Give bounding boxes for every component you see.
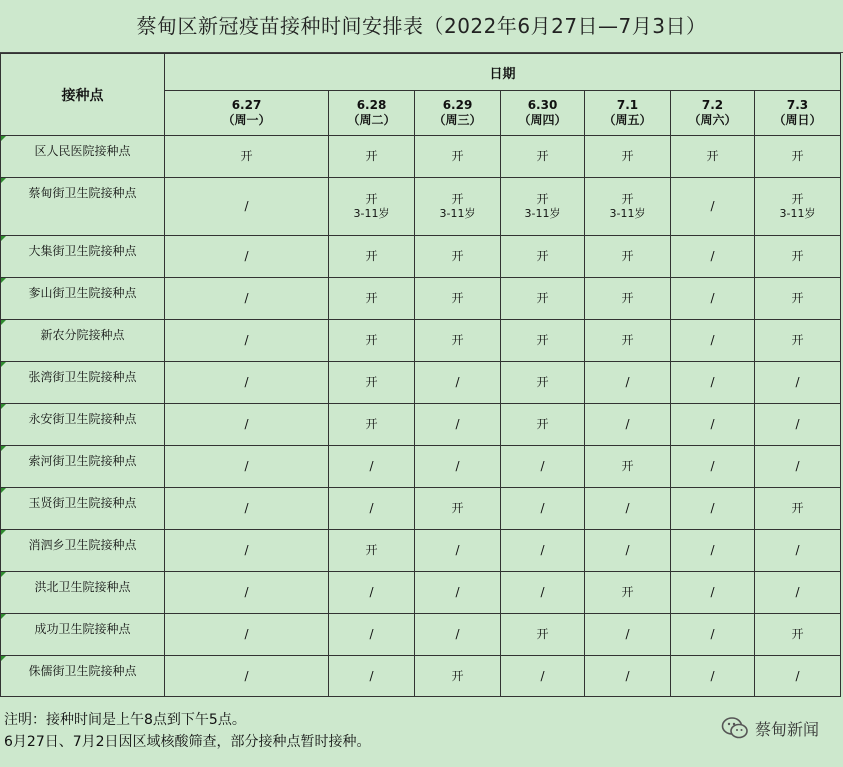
- schedule-cell: [415, 178, 501, 236]
- table-row: [1, 656, 841, 697]
- schedule-cell: [165, 488, 329, 530]
- cell-status: /: [540, 543, 545, 557]
- note-line-2: 6月27日、7月2日因区域核酸筛查，部分接种点暂时接种。: [4, 734, 371, 750]
- schedule-cell: [329, 136, 415, 178]
- cell-age-range: 3-11岁: [439, 207, 476, 220]
- table-row: [1, 572, 841, 614]
- schedule-cell: [671, 404, 755, 446]
- schedule-cell: [165, 178, 329, 236]
- schedule-cell: [585, 446, 671, 488]
- cell-status: /: [540, 501, 545, 515]
- cell-status: /: [540, 585, 545, 599]
- schedule-cell: [501, 488, 585, 530]
- cell-status: 开: [365, 543, 378, 557]
- day-date: 6.30: [527, 98, 558, 112]
- cell-status: /: [244, 585, 249, 599]
- site-cell: [1, 278, 165, 320]
- cell-status: /: [710, 543, 715, 557]
- site-cell: [1, 236, 165, 278]
- wechat-icon: [721, 716, 749, 740]
- cell-status: /: [625, 627, 630, 641]
- table-row: [1, 530, 841, 572]
- brand-watermark: [721, 716, 819, 740]
- schedule-cell: [329, 530, 415, 572]
- day-weekday: （周三）: [433, 113, 482, 127]
- site-name: 大集街卫生院接种点: [28, 244, 137, 258]
- site-cell: [1, 136, 165, 178]
- schedule-cell: [501, 236, 585, 278]
- day-date: 6.27: [231, 98, 262, 112]
- cell-status: 开: [621, 585, 634, 599]
- day-date: 7.3: [786, 98, 809, 112]
- schedule-cell: [585, 614, 671, 656]
- cell-status: /: [625, 417, 630, 431]
- schedule-cell: [671, 136, 755, 178]
- cell-status: /: [710, 249, 715, 263]
- schedule-cell: [585, 362, 671, 404]
- cell-status: /: [244, 333, 249, 347]
- schedule-cell: [501, 178, 585, 236]
- cell-status: /: [369, 501, 374, 515]
- cell-age-range: 3-11岁: [779, 207, 816, 220]
- cell-status: 开: [791, 149, 804, 163]
- cell-status: 开: [536, 149, 549, 163]
- cell-status: 开: [451, 149, 464, 163]
- schedule-cell: [165, 236, 329, 278]
- cell-status: /: [710, 585, 715, 599]
- schedule-cell: [585, 278, 671, 320]
- cell-status: 开: [451, 333, 464, 347]
- cell-status: 开: [706, 149, 719, 163]
- cell-status: 开: [621, 291, 634, 305]
- schedule-cell: [671, 236, 755, 278]
- cell-status: /: [625, 668, 630, 683]
- cell-status: /: [540, 459, 545, 473]
- schedule-cell: [329, 656, 415, 697]
- cell-status: /: [244, 627, 249, 641]
- schedule-cell: [329, 320, 415, 362]
- schedule-table: [0, 53, 841, 697]
- day-weekday: （周日）: [773, 113, 822, 127]
- schedule-cell: [585, 136, 671, 178]
- table-row: [1, 446, 841, 488]
- cell-status: /: [244, 417, 249, 431]
- cell-status: /: [244, 199, 249, 213]
- cell-status: 开: [621, 333, 634, 347]
- cell-status: 开: [536, 333, 549, 347]
- cell-status: 开: [365, 291, 378, 305]
- schedule-cell: [755, 278, 841, 320]
- cell-status: 开: [536, 192, 549, 206]
- table-header: [1, 54, 841, 136]
- schedule-cell: [501, 362, 585, 404]
- cell-status: /: [244, 291, 249, 305]
- schedule-cell: [501, 614, 585, 656]
- schedule-cell: [755, 530, 841, 572]
- schedule-cell: [671, 320, 755, 362]
- site-name: 成功卫生院接种点: [34, 622, 131, 636]
- site-name: 洪北卫生院接种点: [34, 580, 131, 594]
- schedule-cell: [671, 362, 755, 404]
- schedule-cell: [755, 236, 841, 278]
- schedule-cell: [671, 488, 755, 530]
- schedule-cell: [585, 656, 671, 697]
- day-header-6-27: [165, 91, 329, 136]
- cell-age-range: 3-11岁: [524, 207, 561, 220]
- site-cell: [1, 362, 165, 404]
- schedule-cell: [329, 278, 415, 320]
- schedule-cell: [415, 446, 501, 488]
- cell-status: 开: [621, 192, 634, 206]
- table-row: [1, 178, 841, 236]
- schedule-cell: [501, 530, 585, 572]
- schedule-cell: [585, 488, 671, 530]
- cell-status: 开: [536, 627, 549, 641]
- note-line-1: 注明：接种时间是上午8点到下午5点。: [4, 712, 246, 728]
- table-row: [1, 404, 841, 446]
- day-header-7-2: [671, 91, 755, 136]
- cell-status: /: [369, 585, 374, 599]
- schedule-cell: [165, 136, 329, 178]
- day-header-6-28: [329, 91, 415, 136]
- schedule-cell: [755, 446, 841, 488]
- site-cell: [1, 404, 165, 446]
- schedule-cell: [329, 572, 415, 614]
- schedule-cell: [585, 320, 671, 362]
- cell-status: /: [244, 501, 249, 515]
- site-cell: [1, 320, 165, 362]
- schedule-cell: [165, 572, 329, 614]
- site-name: 玉贤街卫生院接种点: [28, 496, 137, 510]
- site-cell: [1, 488, 165, 530]
- schedule-cell: [501, 404, 585, 446]
- schedule-cell: [329, 614, 415, 656]
- schedule-cell: [671, 572, 755, 614]
- site-name: 索河街卫生院接种点: [28, 454, 137, 468]
- schedule-cell: [671, 614, 755, 656]
- cell-status: /: [795, 585, 800, 599]
- cell-status: 开: [451, 192, 464, 206]
- table-row: [1, 236, 841, 278]
- schedule-cell: [415, 530, 501, 572]
- site-column-header: 接种点: [1, 54, 165, 136]
- schedule-cell: [415, 572, 501, 614]
- cell-status: 开: [621, 459, 634, 473]
- cell-status: 开: [536, 375, 549, 389]
- schedule-cell: [755, 488, 841, 530]
- day-weekday: （周五）: [603, 113, 652, 127]
- schedule-cell: [329, 178, 415, 236]
- cell-status: /: [244, 543, 249, 557]
- schedule-cell: [165, 320, 329, 362]
- table-row: [1, 320, 841, 362]
- schedule-cell: [415, 278, 501, 320]
- schedule-cell: [329, 236, 415, 278]
- cell-status: 开: [791, 627, 804, 641]
- day-header-7-1: [585, 91, 671, 136]
- schedule-cell: [755, 178, 841, 236]
- cell-status: 开: [365, 375, 378, 389]
- table-row: [1, 614, 841, 656]
- schedule-cell: [165, 530, 329, 572]
- cell-status: /: [710, 333, 715, 347]
- cell-status: 开: [240, 149, 253, 163]
- cell-status: 开: [451, 291, 464, 305]
- schedule-cell: [585, 236, 671, 278]
- cell-status: /: [455, 543, 460, 557]
- cell-status: /: [369, 668, 374, 683]
- site-cell: [1, 446, 165, 488]
- cell-status: 开: [791, 192, 804, 206]
- cell-status: /: [710, 199, 715, 213]
- site-cell: [1, 530, 165, 572]
- day-date: 6.29: [442, 98, 473, 112]
- cell-status: 开: [365, 333, 378, 347]
- schedule-cell: [329, 488, 415, 530]
- site-name: 奓山街卫生院接种点: [28, 286, 137, 300]
- day-header-6-29: [415, 91, 501, 136]
- day-header-6-30: [501, 91, 585, 136]
- cell-status: 开: [621, 249, 634, 263]
- schedule-cell: [165, 404, 329, 446]
- day-date: 7.2: [701, 98, 724, 112]
- schedule-cell: [671, 278, 755, 320]
- schedule-cell: [671, 178, 755, 236]
- cell-status: /: [710, 375, 715, 389]
- schedule-cell: [755, 136, 841, 178]
- schedule-cell: [501, 136, 585, 178]
- day-weekday: （周一）: [222, 113, 271, 127]
- cell-age-range: 3-11岁: [609, 207, 646, 220]
- cell-status: /: [625, 501, 630, 515]
- schedule-cell: [585, 178, 671, 236]
- schedule-cell: [755, 404, 841, 446]
- cell-status: /: [455, 417, 460, 431]
- cell-status: 开: [791, 249, 804, 263]
- cell-status: /: [455, 585, 460, 599]
- cell-status: 开: [791, 501, 804, 515]
- site-cell: [1, 614, 165, 656]
- cell-status: /: [455, 375, 460, 389]
- notes: [4, 709, 371, 753]
- site-name: 张湾街卫生院接种点: [28, 370, 137, 384]
- cell-status: /: [244, 375, 249, 389]
- schedule-cell: [165, 614, 329, 656]
- day-weekday: （周二）: [347, 113, 396, 127]
- schedule-cell: [755, 362, 841, 404]
- cell-status: 开: [451, 501, 464, 515]
- cell-status: /: [369, 627, 374, 641]
- schedule-cell: [415, 136, 501, 178]
- schedule-cell: [415, 614, 501, 656]
- cell-status: /: [369, 459, 374, 473]
- day-weekday: （周六）: [688, 113, 737, 127]
- cell-age-range: 3-11岁: [353, 207, 390, 220]
- schedule-cell: [755, 656, 841, 697]
- schedule-cell: [329, 362, 415, 404]
- cell-status: 开: [621, 149, 634, 163]
- schedule-cell: [165, 362, 329, 404]
- schedule-cell: [329, 446, 415, 488]
- schedule-cell: [501, 278, 585, 320]
- schedule-cell: [585, 404, 671, 446]
- schedule-cell: [501, 572, 585, 614]
- table-row: [1, 488, 841, 530]
- cell-status: 开: [791, 291, 804, 305]
- schedule-cell: [165, 656, 329, 697]
- cell-status: 开: [365, 249, 378, 263]
- cell-status: /: [710, 668, 715, 683]
- cell-status: /: [244, 249, 249, 263]
- cell-status: /: [795, 375, 800, 389]
- site-cell: [1, 178, 165, 236]
- site-cell: [1, 656, 165, 697]
- schedule-cell: [585, 572, 671, 614]
- cell-status: /: [710, 627, 715, 641]
- cell-status: 开: [451, 249, 464, 263]
- schedule-cell: [415, 404, 501, 446]
- cell-status: 开: [365, 149, 378, 163]
- table-row: [1, 362, 841, 404]
- cell-status: 开: [791, 333, 804, 347]
- schedule-cell: [415, 488, 501, 530]
- cell-status: 开: [451, 668, 464, 683]
- cell-status: /: [244, 459, 249, 473]
- cell-status: /: [625, 543, 630, 557]
- cell-status: 开: [536, 417, 549, 431]
- table-row: [1, 278, 841, 320]
- schedule-cell: [415, 236, 501, 278]
- cell-status: 开: [365, 192, 378, 206]
- cell-status: /: [795, 459, 800, 473]
- site-name: 永安街卫生院接种点: [28, 412, 137, 426]
- day-date: 6.28: [356, 98, 387, 112]
- day-header-7-3: [755, 91, 841, 136]
- schedule-cell: [165, 278, 329, 320]
- cell-status: /: [795, 543, 800, 557]
- table-body: [1, 136, 841, 697]
- site-cell: [1, 572, 165, 614]
- site-name: 蔡甸街卫生院接种点: [28, 186, 137, 200]
- schedule-cell: [415, 656, 501, 697]
- cell-status: /: [710, 459, 715, 473]
- cell-status: /: [795, 668, 800, 683]
- schedule-cell: [755, 572, 841, 614]
- schedule-cell: [755, 320, 841, 362]
- table-row: [1, 136, 841, 178]
- site-name: 侏儒街卫生院接种点: [28, 664, 137, 678]
- schedule-cell: [755, 614, 841, 656]
- schedule-cell: [415, 362, 501, 404]
- schedule-cell: [165, 446, 329, 488]
- schedule-cell: [585, 530, 671, 572]
- schedule-cell: [671, 656, 755, 697]
- cell-status: 开: [365, 417, 378, 431]
- schedule-cell: [415, 320, 501, 362]
- brand-name: 蔡甸新闻: [754, 719, 819, 739]
- schedule-cell: [671, 446, 755, 488]
- schedule-cell: [501, 320, 585, 362]
- site-name: 新农分院接种点: [40, 328, 125, 342]
- cell-status: /: [540, 668, 545, 683]
- schedule-cell: [501, 446, 585, 488]
- cell-status: /: [710, 291, 715, 305]
- site-name: 区人民医院接种点: [34, 144, 131, 158]
- day-date: 7.1: [616, 98, 639, 112]
- cell-status: /: [710, 501, 715, 515]
- cell-status: 开: [536, 249, 549, 263]
- cell-status: /: [710, 417, 715, 431]
- cell-status: /: [455, 459, 460, 473]
- site-name: 消泗乡卫生院接种点: [28, 538, 137, 552]
- date-group-header: 日期: [165, 54, 841, 91]
- page-title: 蔡甸区新冠疫苗接种时间安排表（2022年6月27日—7月3日）: [0, 0, 843, 53]
- cell-status: /: [244, 668, 249, 683]
- cell-status: /: [795, 417, 800, 431]
- cell-status: /: [625, 375, 630, 389]
- cell-status: /: [455, 627, 460, 641]
- schedule-cell: [329, 404, 415, 446]
- cell-status: 开: [536, 291, 549, 305]
- schedule-cell: [501, 656, 585, 697]
- schedule-cell: [671, 530, 755, 572]
- day-weekday: （周四）: [518, 113, 567, 127]
